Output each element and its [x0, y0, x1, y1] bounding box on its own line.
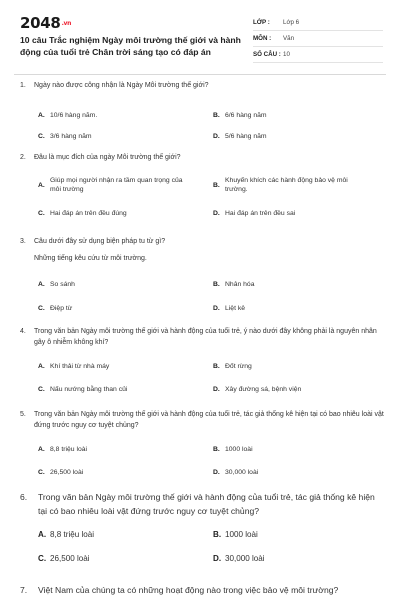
question-5: 5. Trong văn bản Ngày môi trường thế giới và hành động của tuổi trẻ, tác giả thống kê hiện tại có bao nhiêu loài vật đứng trước nguy cơ tuyệt chủng? A. 8,8 triệu loài B. 1000 loài C. 26,500 loài D. 30,000 loài: [20, 411, 384, 476]
question-text: Trong văn bản Ngày môi trường thế giới và hành động của tuổi trẻ, tác giả thống kê hiện tại có bao nhiêu loài vật đứng trước nguy cơ tuyệt chủng?: [38, 492, 375, 516]
question-text: Trong văn bản Ngày môi trường thế giới và hành động của tuổi trẻ, ý nào dưới đây không phải là nguyên nhân gây ô nhiễm không khí?: [34, 328, 377, 346]
option-b[interactable]: B. Nhân hóa: [213, 281, 255, 288]
question-text: Đâu là mục đích của ngày Môi trường thế giới?: [34, 154, 181, 161]
info-table: [253, 15, 383, 63]
option-b[interactable]: B. Khuyến khích các hành động bảo vệ môi trường.: [213, 177, 348, 193]
option-a[interactable]: A. Giúp mọi người nhận ra tầm quan trọng của môi trường: [38, 177, 183, 193]
question-3: 3. Câu dưới đây sử dụng biện pháp tu từ gì? Những tiếng kêu cứu từ môi trường. A. So sánh B. Nhân hóa C. Điệp từ D. Liệt kê: [20, 236, 385, 316]
option-c[interactable]: C. 26,500 loài: [38, 469, 84, 476]
option-a[interactable]: A. 8,8 triệu loài: [38, 446, 88, 453]
option-a[interactable]: A. 8,8 triệu loài: [38, 530, 95, 539]
option-c[interactable]: C. 3/6 hàng năm: [38, 133, 92, 140]
option-a[interactable]: A. So sánh: [38, 281, 75, 288]
document-title: 10 câu Trắc nghiệm Ngày môi trường thế giới và hành động của tuổi trẻ Chân trời sáng tạo có đáp án: [20, 35, 241, 57]
option-c[interactable]: C. Nấu nướng bằng than củi: [38, 386, 128, 393]
question-1: 1. Ngày nào được công nhận là Ngày Môi trường thế giới? A. 10/6 hàng năm. B. 6/6 hàng năm C. 3/6 hàng năm D. 5/6 hàng năm: [20, 80, 385, 139]
question-2: 2. Đâu là mục đích của ngày Môi trường thế giới? A. Giúp mọi người nhận ra tầm quan trọng của môi trường B. Khuyến khích các hành động bảo vệ môi trường. C. Hai đáp án trên đều đúng D. Hai đáp án trên đều sai: [20, 152, 385, 223]
option-d[interactable]: D. 30,000 loài: [213, 469, 259, 476]
document-header: [0, 0, 400, 72]
question-7: 7. Việt Nam của chúng ta có những hoạt động nào trong việc bảo vệ môi trường?: [20, 583, 385, 597]
option-d[interactable]: D. Liệt kê: [213, 305, 246, 312]
option-b[interactable]: B. 1000 loài: [213, 446, 253, 453]
site-logo[interactable]: 2048.vn: [20, 14, 72, 32]
question-text: Câu dưới đây sử dụng biện pháp tu từ gì?: [34, 238, 166, 245]
question-text: Ngày nào được công nhận là Ngày Môi trường thế giới?: [34, 82, 209, 89]
question-text: Trong văn bản Ngày môi trường thế giới và hành động của tuổi trẻ, tác giả thống kê hiện tại có bao nhiêu loài vật đứng trước nguy cơ tuyệt chủng?: [34, 411, 384, 429]
header-divider: [14, 74, 386, 75]
option-d[interactable]: D. 5/6 hàng năm: [213, 133, 267, 140]
option-d[interactable]: D. Xây đường sá, bệnh viện: [213, 386, 302, 393]
option-d[interactable]: D. 30,000 loài: [213, 554, 265, 563]
info-row-subject: MÔN : Văn: [253, 31, 383, 47]
option-b[interactable]: B. 6/6 hàng năm: [213, 112, 267, 119]
option-c[interactable]: C. 26,500 loài: [38, 554, 90, 563]
option-b[interactable]: B. Đốt rừng: [213, 363, 252, 370]
info-row-class: LỚP : Lớp 6: [253, 15, 383, 31]
info-row-count: SỐ CÂU : 10: [253, 47, 383, 63]
question-6: 6. Trong văn bản Ngày môi trường thế giới và hành động của tuổi trẻ, tác giả thống kê hiện tại có bao nhiêu loài vật đứng trước nguy cơ tuyệt chủng? A. 8,8 triệu loài B. 1000 loài C. 26,500 loài D. 30,000 loài: [20, 490, 385, 570]
option-c[interactable]: C. Hai đáp án trên đều đúng: [38, 210, 127, 217]
option-d[interactable]: D. Hai đáp án trên đều sai: [213, 210, 296, 217]
question-4: 4. Trong văn bản Ngày môi trường thế giới và hành động của tuổi trẻ, ý nào dưới đây không phải là nguyên nhân gây ô nhiễm không khí? A. Khí thải từ nhà máy B. Đốt rừng C. Nấu nướng bằng than củi D. Xây đường sá, bệnh viện: [20, 326, 385, 396]
option-a[interactable]: A. 10/6 hàng năm.: [38, 112, 98, 119]
option-c[interactable]: C. Điệp từ: [38, 305, 73, 312]
option-b[interactable]: B. 1000 loài: [213, 530, 258, 539]
option-a[interactable]: A. Khí thải từ nhà máy: [38, 363, 110, 370]
question-text: Việt Nam của chúng ta có những hoạt động nào trong việc bảo vệ môi trường?: [38, 585, 339, 595]
question-quote: Những tiếng kêu cứu từ môi trường.: [34, 255, 147, 262]
